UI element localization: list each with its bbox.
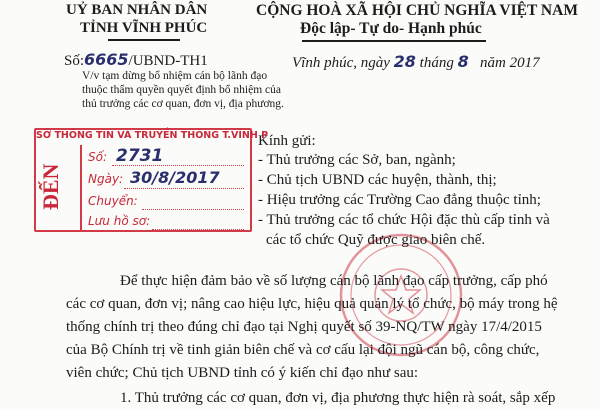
stamp-den: ĐẾN: [38, 163, 63, 210]
month-handwritten: 8: [457, 52, 469, 71]
agency-name: UỶ BAN NHÂN DÂN: [66, 2, 208, 18]
month-word: tháng: [419, 55, 454, 71]
stamp-divider: [80, 145, 82, 231]
stamp-chuyen-line: [142, 209, 244, 210]
body-line-3: thống chính trị theo đúng chỉ đạo tại Nghị quyết số 39-NQ/TW ngày 17/4/2015: [66, 319, 542, 335]
country-name: CỘNG HOÀ XÃ HỘI CHỦ NGHĨA VIỆT NAM: [256, 2, 578, 19]
subject-line-3: thủ trưởng các cơ quan, đơn vị, địa phương.: [82, 98, 284, 110]
stamp-so-label: Số:: [88, 150, 108, 164]
agency-underline: [108, 39, 180, 41]
body-line-6: 1. Thủ trưởng các cơ quan, đơn vị, địa phương thực hiện rà soát, sắp xếp: [120, 390, 556, 406]
place-date: [292, 52, 540, 72]
official-seal-icon: [338, 232, 464, 358]
recipient-3: - Hiệu trưởng các Trường Cao đẳng thuộc tỉnh;: [258, 192, 541, 208]
stamp-chuyen-label: Chuyển:: [88, 194, 138, 208]
subject-line-1: V/v tạm dừng bổ nhiệm cán bộ lãnh đạo: [82, 70, 268, 82]
agency-province: TỈNH VĨNH PHÚC: [80, 20, 208, 36]
national-motto: Độc lập- Tự do- Hạnh phúc: [300, 20, 482, 37]
recipient-2: - Chủ tịch UBND các huyện, thành, thị;: [258, 172, 497, 188]
recipient-4-cont: các tổ chức Quỹ được giao biên chế.: [266, 232, 486, 248]
stamp-org: SỞ THÔNG TIN VÀ TRUYỀN THÔNG T.VĨNH P: [36, 130, 269, 141]
year-word: năm 2017: [479, 55, 540, 71]
place-date-prefix: Vĩnh phúc, ngày: [292, 55, 390, 71]
body-line-5: viên chức; Chủ tịch UBND tỉnh có ý kiến chỉ đạo như sau:: [66, 365, 419, 381]
stamp-so-value: 2731: [116, 146, 164, 166]
doc-no-handwritten: 6665: [84, 50, 129, 69]
stamp-ngay-label: Ngày:: [88, 172, 124, 186]
doc-no-prefix: Số:: [64, 53, 85, 69]
subject-line-2: thuộc thẩm quyền quyết định bổ nhiệm của: [82, 84, 281, 96]
stamp-luu-line: [152, 229, 244, 230]
motto-underline: [302, 40, 486, 42]
stamp-ngay-line: [124, 188, 244, 189]
day-handwritten: 28: [393, 52, 416, 71]
body-line-1: Để thực hiện đảm bảo về số lượng cán bộ lãnh đạo cấp trưởng, cấp phó: [120, 273, 548, 289]
recipient-4: - Thủ trưởng các tổ chức Hội đặc thù cấp tỉnh và: [258, 212, 550, 228]
recipient-1: - Thủ trưởng các Sở, ban, ngành;: [258, 152, 456, 168]
body-line-4: của Bộ Chính trị về tinh giản biên chế và cơ cấu lại đội ngũ cán bộ, công chức,: [66, 342, 540, 358]
body-line-2: các cơ quan, đơn vị; nâng cao hiệu lực, hiệu quả quản lý tổ chức, bộ máy trong hệ: [66, 296, 558, 312]
stamp-luu-label: Lưu hồ sơ:: [88, 214, 151, 228]
stamp-ngay-value: 30/8/2017: [130, 168, 220, 187]
doc-no-suffix: /UBND-TH1: [128, 53, 208, 69]
greeting: Kính gửi:: [258, 133, 316, 149]
document-number: [64, 50, 208, 70]
